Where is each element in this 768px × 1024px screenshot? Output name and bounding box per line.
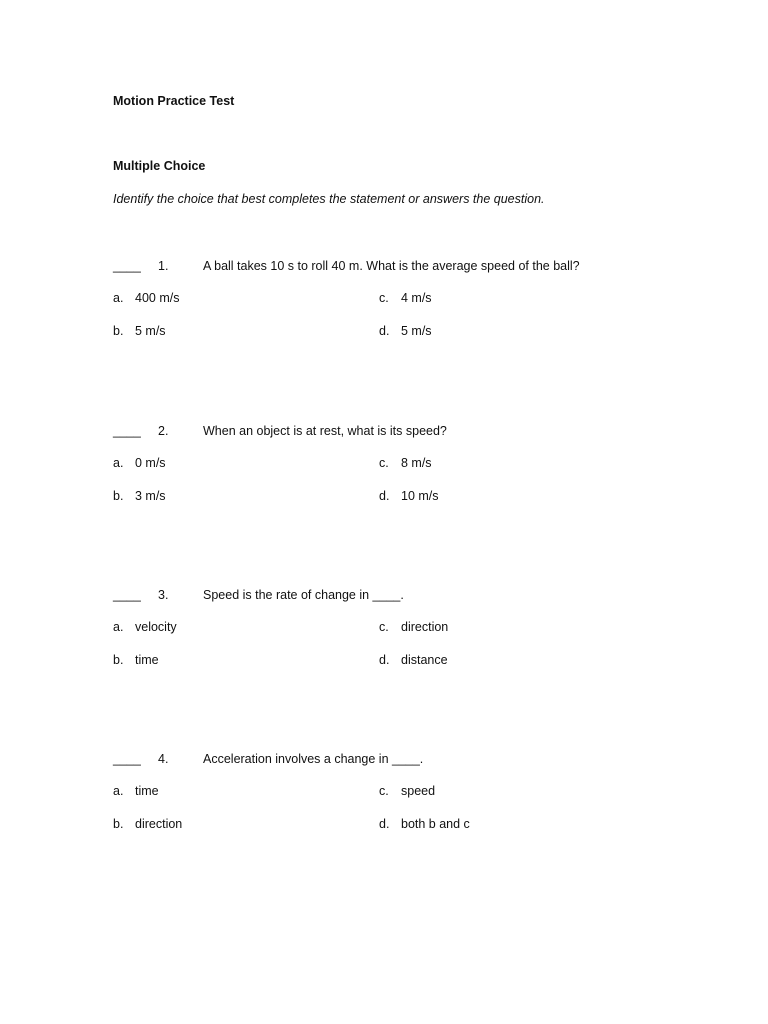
choice-letter: d. xyxy=(379,324,390,338)
choice-b xyxy=(113,817,182,831)
choice-text: direction xyxy=(135,817,183,831)
question-text: A ball takes 10 s to roll 40 m. What is the average speed of the ball? xyxy=(203,259,580,273)
choice-letter: c. xyxy=(379,620,389,634)
choice-d xyxy=(379,653,448,667)
question-text: When an object is at rest, what is its speed? xyxy=(203,424,447,438)
choice-c xyxy=(379,620,448,634)
choice-text: distance xyxy=(401,653,448,667)
choice-text: both b and c xyxy=(401,817,470,831)
instructions-text: Identify the choice that best completes the statement or answers the question. xyxy=(113,192,545,206)
choice-text: 8 m/s xyxy=(401,456,432,470)
choice-letter: c. xyxy=(379,784,389,798)
answer-blank: ____ xyxy=(113,259,141,273)
question-4 xyxy=(0,752,768,842)
question-number: 3. xyxy=(158,588,169,602)
choice-text: 0 m/s xyxy=(135,456,166,470)
choice-letter: d. xyxy=(379,653,390,667)
choice-letter: d. xyxy=(379,489,390,503)
answer-blank: ____ xyxy=(113,424,141,438)
question-3 xyxy=(0,588,768,678)
choice-text: 5 m/s xyxy=(401,324,432,338)
choice-text: direction xyxy=(401,620,449,634)
question-number: 2. xyxy=(158,424,169,438)
choice-text: 3 m/s xyxy=(135,489,166,503)
choice-d xyxy=(379,324,432,338)
choice-letter: b. xyxy=(113,653,124,667)
choice-d xyxy=(379,817,470,831)
choice-text: time xyxy=(135,784,159,798)
question-2 xyxy=(0,424,768,514)
choice-c xyxy=(379,456,432,470)
choice-text: 400 m/s xyxy=(135,291,180,305)
choice-c xyxy=(379,291,432,305)
choice-a xyxy=(113,291,179,305)
page-title: Motion Practice Test xyxy=(113,94,235,108)
choice-letter: a. xyxy=(113,784,124,798)
choice-text: 10 m/s xyxy=(401,489,439,503)
answer-blank: ____ xyxy=(113,752,141,766)
choice-c xyxy=(379,784,435,798)
question-number: 4. xyxy=(158,752,169,766)
choice-letter: c. xyxy=(379,291,389,305)
choice-a xyxy=(113,456,166,470)
choice-letter: b. xyxy=(113,817,124,831)
choice-letter: c. xyxy=(379,456,389,470)
question-text: Speed is the rate of change in ____. xyxy=(203,588,404,602)
choice-text: speed xyxy=(401,784,436,798)
choice-text: 4 m/s xyxy=(401,291,432,305)
question-text: Acceleration involves a change in ____. xyxy=(203,752,424,766)
choice-text: velocity xyxy=(135,620,177,634)
answer-blank: ____ xyxy=(113,588,141,602)
choice-letter: d. xyxy=(379,817,390,831)
choice-letter: a. xyxy=(113,620,124,634)
choice-a xyxy=(113,784,159,798)
choice-b xyxy=(113,324,166,338)
choice-letter: b. xyxy=(113,324,124,338)
section-heading: Multiple Choice xyxy=(113,159,206,173)
choice-d xyxy=(379,489,439,503)
choice-b xyxy=(113,489,166,503)
choice-letter: a. xyxy=(113,291,124,305)
choice-text: time xyxy=(135,653,159,667)
choice-b xyxy=(113,653,159,667)
choice-letter: b. xyxy=(113,489,124,503)
question-1 xyxy=(0,259,768,349)
question-number: 1. xyxy=(158,259,169,273)
choice-text: 5 m/s xyxy=(135,324,166,338)
choice-a xyxy=(113,620,177,634)
choice-letter: a. xyxy=(113,456,124,470)
